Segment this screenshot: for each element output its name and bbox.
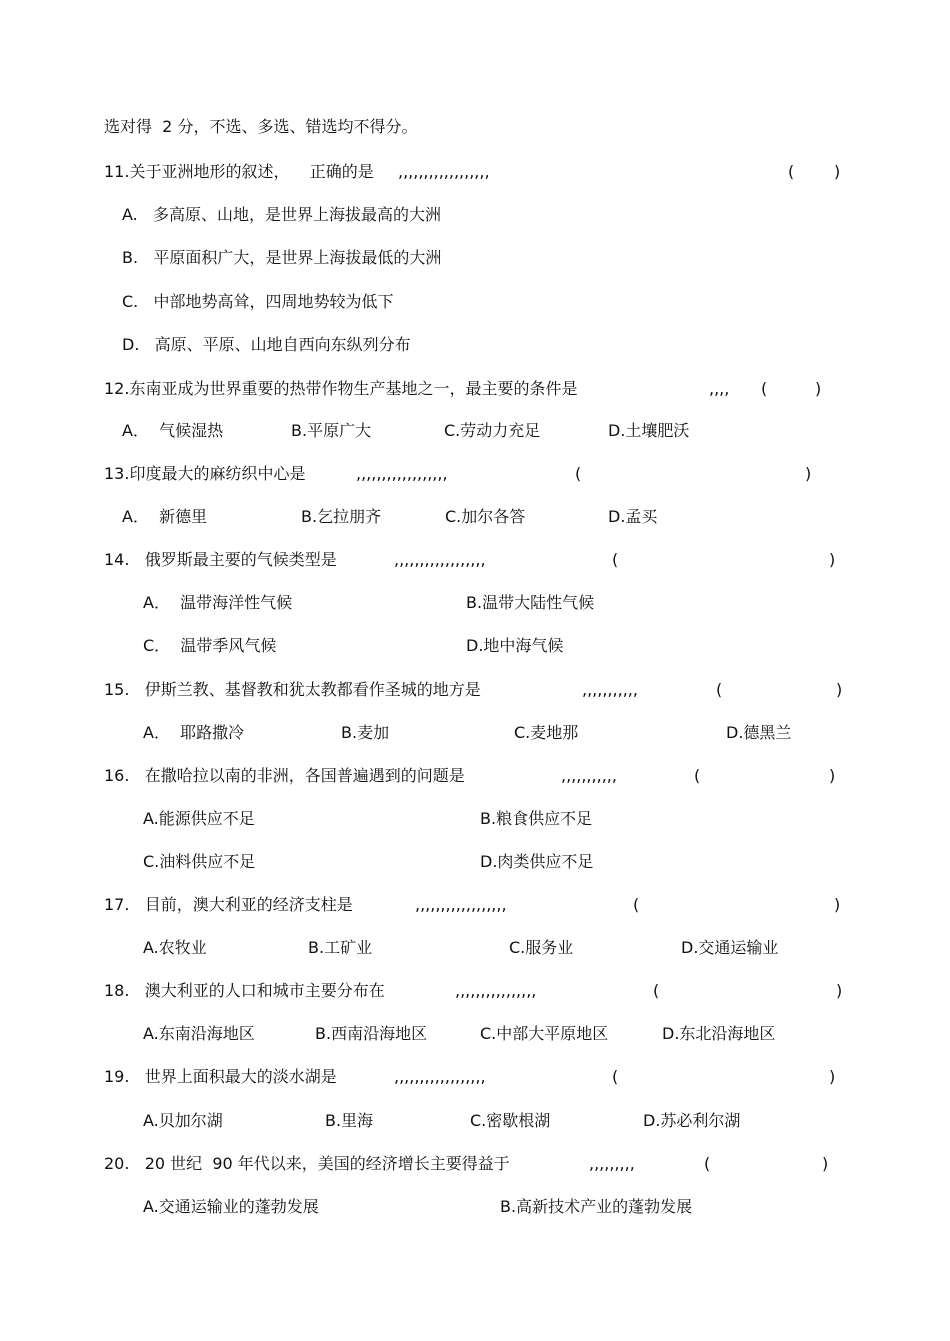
answer-option: C.劳动力充足 — [444, 421, 541, 440]
answer-option: C.油料供应不足 — [143, 852, 256, 871]
answer-bracket-close: ) — [829, 1067, 836, 1086]
leader-dots: ,,,,,,,,,,,,,,,,,, — [415, 895, 507, 914]
answer-bracket-open: ( — [761, 379, 768, 398]
answer-option: A． 新德里 — [122, 507, 208, 526]
answer-option: D.交通运输业 — [681, 938, 779, 957]
answer-option: C. 中部地势高耸，四周地势较为低下 — [122, 292, 394, 311]
answer-option: B.粮食供应不足 — [480, 809, 593, 828]
leader-dots: ,,,,,,,,,,,,,,,,,, — [394, 550, 486, 569]
answer-option: C.麦地那 — [514, 723, 579, 742]
answer-option: A． 耶路撒冷 — [143, 723, 245, 742]
answer-option: C.中部大平原地区 — [480, 1024, 609, 1043]
leader-dots: ,,,,,,,,,,,,,,,,,, — [356, 464, 448, 483]
answer-option: A.农牧业 — [143, 938, 207, 957]
leader-dots: ,,,,,,,,,,,,,,,, — [455, 981, 537, 1000]
answer-option: A.东南沿海地区 — [143, 1024, 255, 1043]
answer-bracket-close: ) — [815, 379, 822, 398]
leader-dots: ,,,, — [709, 379, 730, 398]
answer-option: D.苏必利尔湖 — [643, 1111, 741, 1130]
leader-dots: ,,,,,,,,,,, — [561, 766, 617, 785]
answer-option: B.高新技术产业的蓬勃发展 — [500, 1197, 693, 1216]
answer-bracket-close: ) — [805, 464, 812, 483]
answer-option: B.乞拉朋齐 — [301, 507, 382, 526]
answer-bracket-open: ( — [612, 550, 619, 569]
answer-option: A.交通运输业的蓬勃发展 — [143, 1197, 319, 1216]
answer-option: D.肉类供应不足 — [480, 852, 594, 871]
answer-option: A. 多高原、山地，是世界上海拔最高的大洲 — [122, 205, 442, 224]
question-stem: 17. 目前，澳大利亚的经济支柱是 — [104, 895, 353, 914]
leader-dots: ,,,,,,,,,,, — [582, 680, 638, 699]
answer-option: B.工矿业 — [308, 938, 373, 957]
answer-bracket-open: ( — [612, 1067, 619, 1086]
answer-bracket-close: ) — [836, 981, 843, 1000]
answer-option: C.加尔各答 — [445, 507, 526, 526]
answer-option: B.里海 — [325, 1111, 374, 1130]
answer-bracket-open: ( — [788, 162, 795, 181]
question-stem: 14. 俄罗斯最主要的气候类型是 — [104, 550, 337, 569]
question-stem: 15. 伊斯兰教、基督教和犹太教都看作圣城的地方是 — [104, 680, 481, 699]
answer-option: D.地中海气候 — [466, 636, 564, 655]
answer-bracket-close: ) — [829, 766, 836, 785]
answer-option: D.东北沿海地区 — [662, 1024, 776, 1043]
answer-option: B.温带大陆性气候 — [466, 593, 595, 612]
answer-bracket-close: ) — [834, 162, 841, 181]
answer-option: C． 温带季风气候 — [143, 636, 277, 655]
leader-dots: ,,,,,,,,,,,,,,,,,, — [398, 162, 490, 181]
leader-dots: ,,,,,,,,,,,,,,,,,, — [394, 1067, 486, 1086]
question-stem: 11.关于亚洲地形的叙述， 正确的是 — [104, 162, 374, 181]
answer-option: B.平原广大 — [291, 421, 372, 440]
answer-bracket-close: ) — [836, 680, 843, 699]
answer-bracket-open: ( — [716, 680, 723, 699]
answer-option: D.德黑兰 — [726, 723, 792, 742]
question-stem: 18. 澳大利亚的人口和城市主要分布在 — [104, 981, 385, 1000]
question-stem: 20. 20 世纪 90 年代以来，美国的经济增长主要得益于 — [104, 1154, 510, 1173]
answer-option: A.能源供应不足 — [143, 809, 255, 828]
answer-option: D.土壤肥沃 — [608, 421, 690, 440]
answer-option: A． 气候湿热 — [122, 421, 224, 440]
answer-option: A.贝加尔湖 — [143, 1111, 223, 1130]
answer-bracket-close: ) — [829, 550, 836, 569]
answer-option: B.麦加 — [341, 723, 390, 742]
answer-bracket-open: ( — [694, 766, 701, 785]
question-stem: 13.印度最大的麻纺织中心是 — [104, 464, 306, 483]
leader-dots: ,,,,,,,,, — [589, 1154, 635, 1173]
answer-bracket-open: ( — [653, 981, 660, 1000]
question-stem: 12.东南亚成为世界重要的热带作物生产基地之一，最主要的条件是 — [104, 379, 578, 398]
question-stem: 19. 世界上面积最大的淡水湖是 — [104, 1067, 337, 1086]
answer-option: D.孟买 — [608, 507, 658, 526]
answer-bracket-open: ( — [575, 464, 582, 483]
answer-bracket-open: ( — [704, 1154, 711, 1173]
answer-bracket-open: ( — [633, 895, 640, 914]
answer-option: C.服务业 — [509, 938, 574, 957]
section-instruction: 选对得 2 分，不选、多选、错选均不得分。 — [104, 117, 418, 136]
answer-option: B.西南沿海地区 — [315, 1024, 428, 1043]
answer-option: D. 高原、平原、山地自西向东纵列分布 — [122, 335, 411, 354]
answer-option: B. 平原面积广大，是世界上海拔最低的大洲 — [122, 248, 442, 267]
answer-bracket-close: ) — [834, 895, 841, 914]
answer-option: A． 温带海洋性气候 — [143, 593, 293, 612]
answer-bracket-close: ) — [822, 1154, 829, 1173]
answer-option: C.密歇根湖 — [470, 1111, 551, 1130]
question-stem: 16. 在撒哈拉以南的非洲，各国普遍遇到的问题是 — [104, 766, 465, 785]
